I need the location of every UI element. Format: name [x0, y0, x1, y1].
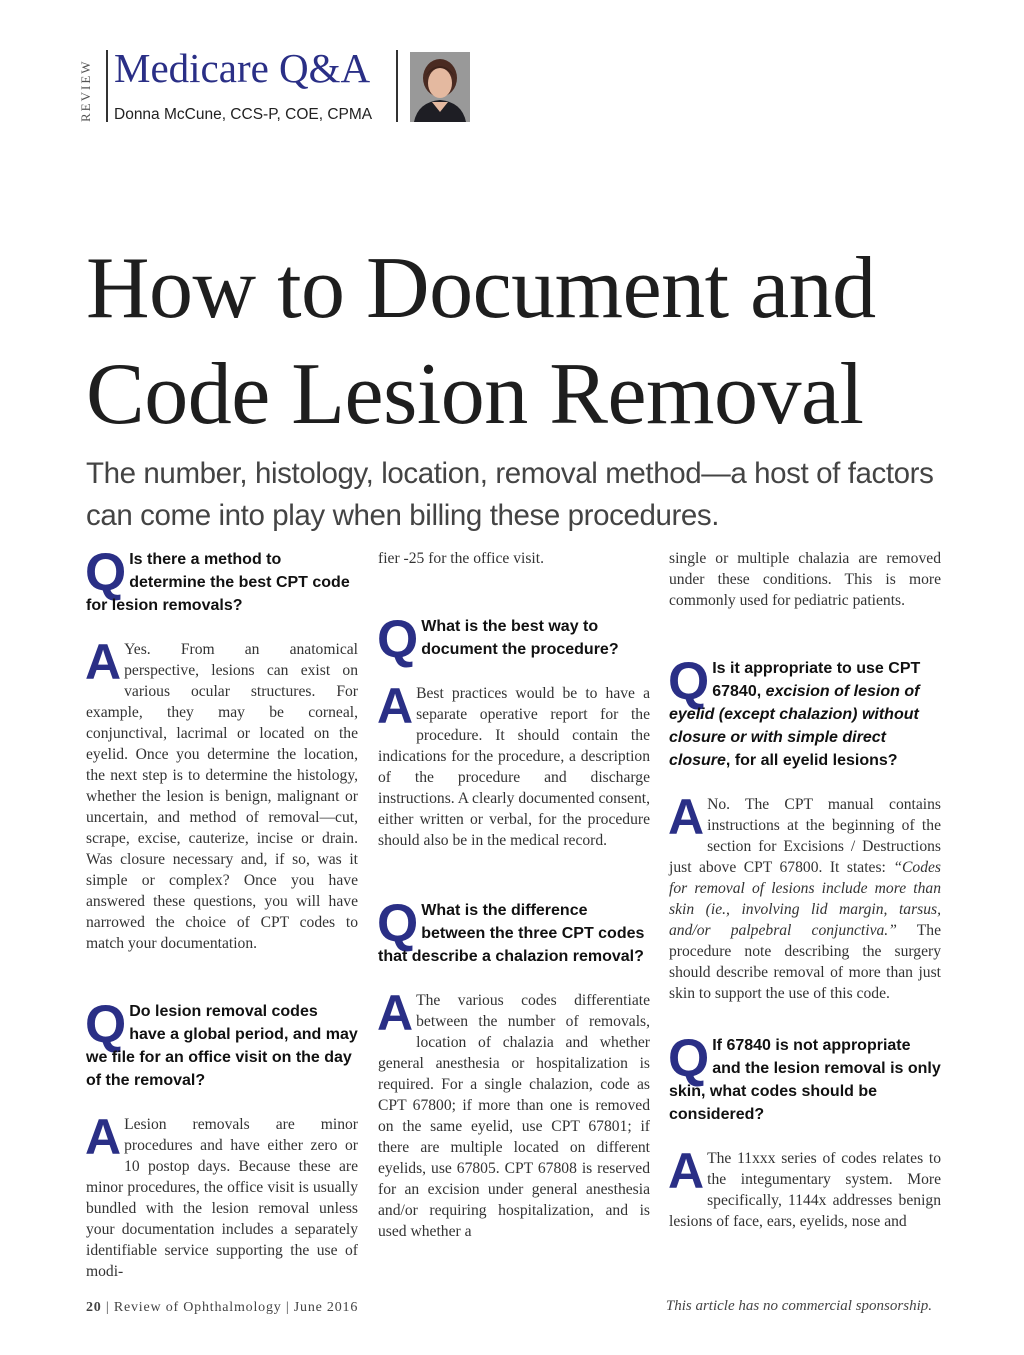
- question-dropcap: Q: [668, 1029, 710, 1088]
- answer-5: [668, 789, 941, 1004]
- answer-dropcap: A: [668, 1143, 705, 1199]
- question-2: [85, 995, 358, 1092]
- question-5: [668, 652, 941, 772]
- page-footer: [86, 1300, 358, 1316]
- publication-name: Review of Ophthalmology: [113, 1300, 282, 1315]
- article-title: How to Document and Code Lesion Removal: [86, 240, 876, 443]
- author-photo: [410, 52, 470, 122]
- footer-separator: |: [285, 1300, 294, 1315]
- answer-2-part-2: fier -25 for the office visit.: [378, 550, 544, 567]
- question-6: [668, 1029, 941, 1126]
- author-byline: Donna McCune, CCS-P, COE, CPMA: [114, 106, 373, 123]
- column-1: [85, 543, 358, 1282]
- question-5-text-end: , for all eyelid lesions?: [725, 752, 898, 769]
- header-divider-left: [106, 50, 108, 122]
- question-dropcap: Q: [85, 543, 127, 602]
- answer-4-text: The various codes differentiate between the number of removals, location of chalazia and whether general anesthesia or hospitalization is required. For a single chalazion, code as CPT 67800; if more than one is removed on the same eyelid, use CPT 67801; if there are multiple located on different eyelids, use 67805. CPT 67808 is reserved for an excision under general anesthesia and/or requiring hospitalization, and is used whether a: [378, 992, 650, 1240]
- answer-3: [377, 678, 650, 851]
- page-number: 20: [86, 1300, 102, 1315]
- answer-1-text: Yes. From an anatomical perspective, lesions can exist on various ocular structures. For example, they may be corneal, conjunctival, lacrimal or located on the eyelid. Once you determine the location, the next step is to determine the histology, whether the lesion is benign, malignant or uncertain, and method of removal—cut, scrape, excise, cauterize, incise or drain. Was closure necessary and, if so, was it simple or complex? Once you have answered these questions, you will have narrowed the choice of CPT codes to match your documentation.: [86, 641, 358, 952]
- answer-dropcap: A: [668, 789, 705, 845]
- department-title: Medicare Q&A: [114, 45, 371, 91]
- answer-4-part-2: single or multiple chalazia are removed under these conditions. This is more commonly used for pediatric patients.: [669, 550, 941, 609]
- answer-5-quote: “Codes for removal of lesions include more than skin (ie., involving lid margin, tarsus, and/or palpebral conjunctiva.”: [669, 859, 941, 939]
- question-3-text: What is the best way to document the procedure?: [421, 618, 619, 658]
- question-5-text-start: Is it appropriate to use CPT 67840,: [712, 660, 921, 700]
- answer-2-part-1: [85, 1109, 358, 1282]
- question-dropcap: Q: [668, 652, 710, 711]
- qa-item-1: [85, 543, 358, 954]
- question-dropcap: Q: [377, 610, 419, 669]
- qa-item-3: [377, 610, 650, 851]
- column-3: [669, 548, 941, 1232]
- answer-3-text: Best practices would be to have a separate operative report for the procedure. It should contain the indications for the procedure, a description of the procedure and discharge instructions. A clearly documented consent, either written or verbal, for the procedure should also be in the medical record.: [378, 685, 650, 849]
- answer-2-text: Lesion removals are minor procedures and have either zero or 10 postop days. Because these are minor procedures, the office visit is usually bundled with the lesion removal unless your documentation includes a separately identifiable service supporting the use of modi-: [86, 1116, 358, 1280]
- question-4-text: What is the difference between the three CPT codes that describe a chalazion removal?: [378, 902, 645, 965]
- question-6-text: If 67840 is not appropriate and the lesion removal is only skin, what codes should be considered?: [669, 1037, 941, 1123]
- issue-date: June 2016: [293, 1300, 359, 1315]
- answer-6-text: The 11xxx series of codes relates to the integumentary system. More specifically, 1144x addresses benign lesions of face, ears, eyelids, nose and: [669, 1150, 941, 1230]
- section-tag: REVIEW: [78, 59, 93, 123]
- answer-dropcap: A: [85, 1109, 122, 1165]
- answer-1: [85, 634, 358, 954]
- answer-dropcap: A: [377, 678, 414, 734]
- question-1: [85, 543, 358, 617]
- question-5-code-description: excision of lesion of eyelid (except chalazion) without closure or with simple direct closure: [669, 683, 920, 769]
- answer-5-text-start: No. The CPT manual contains instructions at the beginning of the section for Excisions / Destructions just above CPT 67800. It states:: [669, 796, 941, 876]
- answer-4-part-1: [377, 985, 650, 1242]
- question-dropcap: Q: [377, 894, 419, 953]
- article-deck: The number, histology, location, removal method—a host of factors can come into play when billing these procedures.: [86, 457, 934, 532]
- question-3: [377, 610, 650, 669]
- sponsorship-disclaimer: This article has no commercial sponsorship.: [665, 1298, 932, 1314]
- column-2: [378, 548, 650, 1242]
- answer-dropcap: A: [85, 634, 122, 690]
- answer-dropcap: A: [377, 985, 414, 1041]
- footer-separator: |: [105, 1300, 114, 1315]
- question-2-text: Do lesion removal codes have a global period, and may we file for an office visit on the day of the removal?: [86, 1003, 358, 1089]
- answer-6: [668, 1143, 941, 1232]
- qa-item-5: [668, 652, 941, 1004]
- answer-5-text-end: The procedure note describing the surgery should describe removal of more than just skin to support the use of this code.: [669, 922, 941, 1002]
- qa-item-4: [377, 894, 650, 1242]
- header-divider-right: [396, 50, 398, 122]
- qa-item-2: [85, 995, 358, 1282]
- question-dropcap: Q: [85, 995, 127, 1054]
- question-1-text: Is there a method to determine the best CPT code for lesion removals?: [86, 551, 350, 614]
- qa-item-6: [668, 1029, 941, 1232]
- question-4: [377, 894, 650, 968]
